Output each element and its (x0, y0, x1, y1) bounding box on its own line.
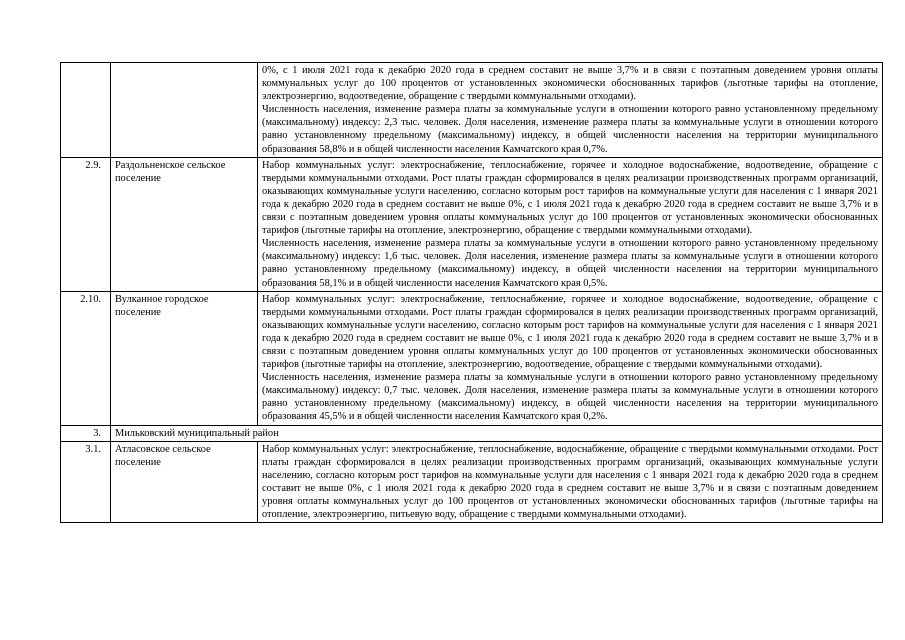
settlement-name: Вулканное городское поселение (111, 291, 258, 425)
table-row (61, 63, 883, 158)
description-cell (258, 441, 883, 523)
table-row (61, 441, 883, 523)
region-name: Мильковский муниципальный район (111, 425, 883, 441)
description-paragraph: Численность населения, изменение размера платы за коммунальные услуги в отношении которого равно установленному предельному (максимальному) индексу: 2,3 тыс. человек. Доля населения, изменение размера платы за коммунальные услуги в отношении которого равно установленному предельному (максимальному) индексу, в общей численности населения на территории муниципального образования 58,8% и в общей численности населения Камчатского края 0,7%. (262, 104, 878, 155)
description-paragraph: Набор коммунальных услуг: электроснабжение, теплоснабжение, горячее и холодное водоснабжение, водоотведение, обращение с твердыми коммунальными отходами. Рост платы граждан сформировался в целях реализации производственных программ организаций, оказывающих коммунальные услуги населению, согласно которым рост тарифов на коммунальные услуги для населения с 1 января 2021 года к декабрю 2020 года в среднем составит не выше 0%, с 1 июля 2021 года к декабрю 2020 года в среднем составит не выше 3,7% и в связи с поэтапным доведением уровня оплаты коммунальных услуг до 100 процентов от установленных экономически обоснованных тарифов (льготные тарифы на отопление, электроэнергию, водоотведение, обращение с твердыми коммунальными отходами). (262, 293, 878, 371)
row-number: 3. (61, 425, 111, 441)
settlement-name (111, 63, 258, 158)
table-row (61, 291, 883, 425)
description-paragraph: Набор коммунальных услуг: электроснабжение, теплоснабжение, водоснабжение, обращение с твердыми коммунальными отходами. Рост платы граждан сформировался в целях реализации производственных программ организаций, оказывающих коммунальные услуги населению, согласно которым рост тарифов на коммунальные услуги для населения с 1 января 2021 года к декабрю 2020 года в среднем составит не выше 0%, с 1 июля 2021 года к декабрю 2020 года в среднем составит не выше 3,7% и в связи с поэтапным доведением уровня оплаты коммунальных услуг до 100 процентов от установленных экономически обоснованных тарифов (льготные тарифы на отопление, электроэнергию, питьевую воду, обращение с твердыми коммунальными отходами). (262, 443, 878, 521)
row-number: 2.10. (61, 291, 111, 425)
table-row (61, 425, 883, 441)
description-cell (258, 157, 883, 291)
settlement-name: Раздольненское сельское поселение (111, 157, 258, 291)
settlements-table (60, 62, 883, 523)
description-paragraph: Численность населения, изменение размера платы за коммунальные услуги в отношении которого равно установленному предельному (максимальному) индексу: 1,6 тыс. человек. Доля населения, изменение размера платы за коммунальные услуги в отношении которого равно установленному предельному (максимальному) индексу, в общей численности населения на территории муниципального образования 58,1% и в общей численности населения Камчатского края 0,5%. (262, 238, 878, 289)
description-cell (258, 63, 883, 158)
table-row (61, 157, 883, 291)
row-number (61, 63, 111, 158)
row-number: 2.9. (61, 157, 111, 291)
row-number: 3.1. (61, 441, 111, 523)
description-paragraph: Численность населения, изменение размера платы за коммунальные услуги в отношении которого равно установленному предельному (максимальному) индексу: 0,7 тыс. человек. Доля населения, изменение размера платы за коммунальные услуги в отношении которого равно установленному предельному (максимальному) индексу, в общей численности населения на территории муниципального образования 45,5% и в общей численности населения Камчатского края 0,2%. (262, 372, 878, 423)
description-paragraph: Набор коммунальных услуг: электроснабжение, теплоснабжение, горячее и холодное водоснабжение, водоотведение, обращение с твердыми коммунальными отходами. Рост платы граждан сформировался в целях реализации производственных программ организаций, оказывающих коммунальные услуги населению, согласно которым рост тарифов на коммунальные услуги для населения с 1 января 2021 года к декабрю 2020 года в среднем составит не выше 0%, с 1 июля 2021 года к декабрю 2020 года в среднем составит не выше 3,7% и в связи с поэтапным доведением уровня оплаты коммунальных услуг до 100 процентов от установленных экономически обоснованных тарифов (льготные тарифы на отопление, электроэнергию, обращение с твердыми коммунальными отходами). (262, 159, 878, 237)
settlement-name: Атласовское сельское поселение (111, 441, 258, 523)
description-cell (258, 291, 883, 425)
description-paragraph: 0%, с 1 июля 2021 года к декабрю 2020 года в среднем составит не выше 3,7% и в связи с поэтапным доведением уровня оплаты коммунальных услуг до 100 процентов от установленных экономически обоснованных тарифов (льготные тарифы на отопление, электроэнергию, водоотведение, обращение с твердыми коммунальными отходами). (262, 65, 878, 103)
